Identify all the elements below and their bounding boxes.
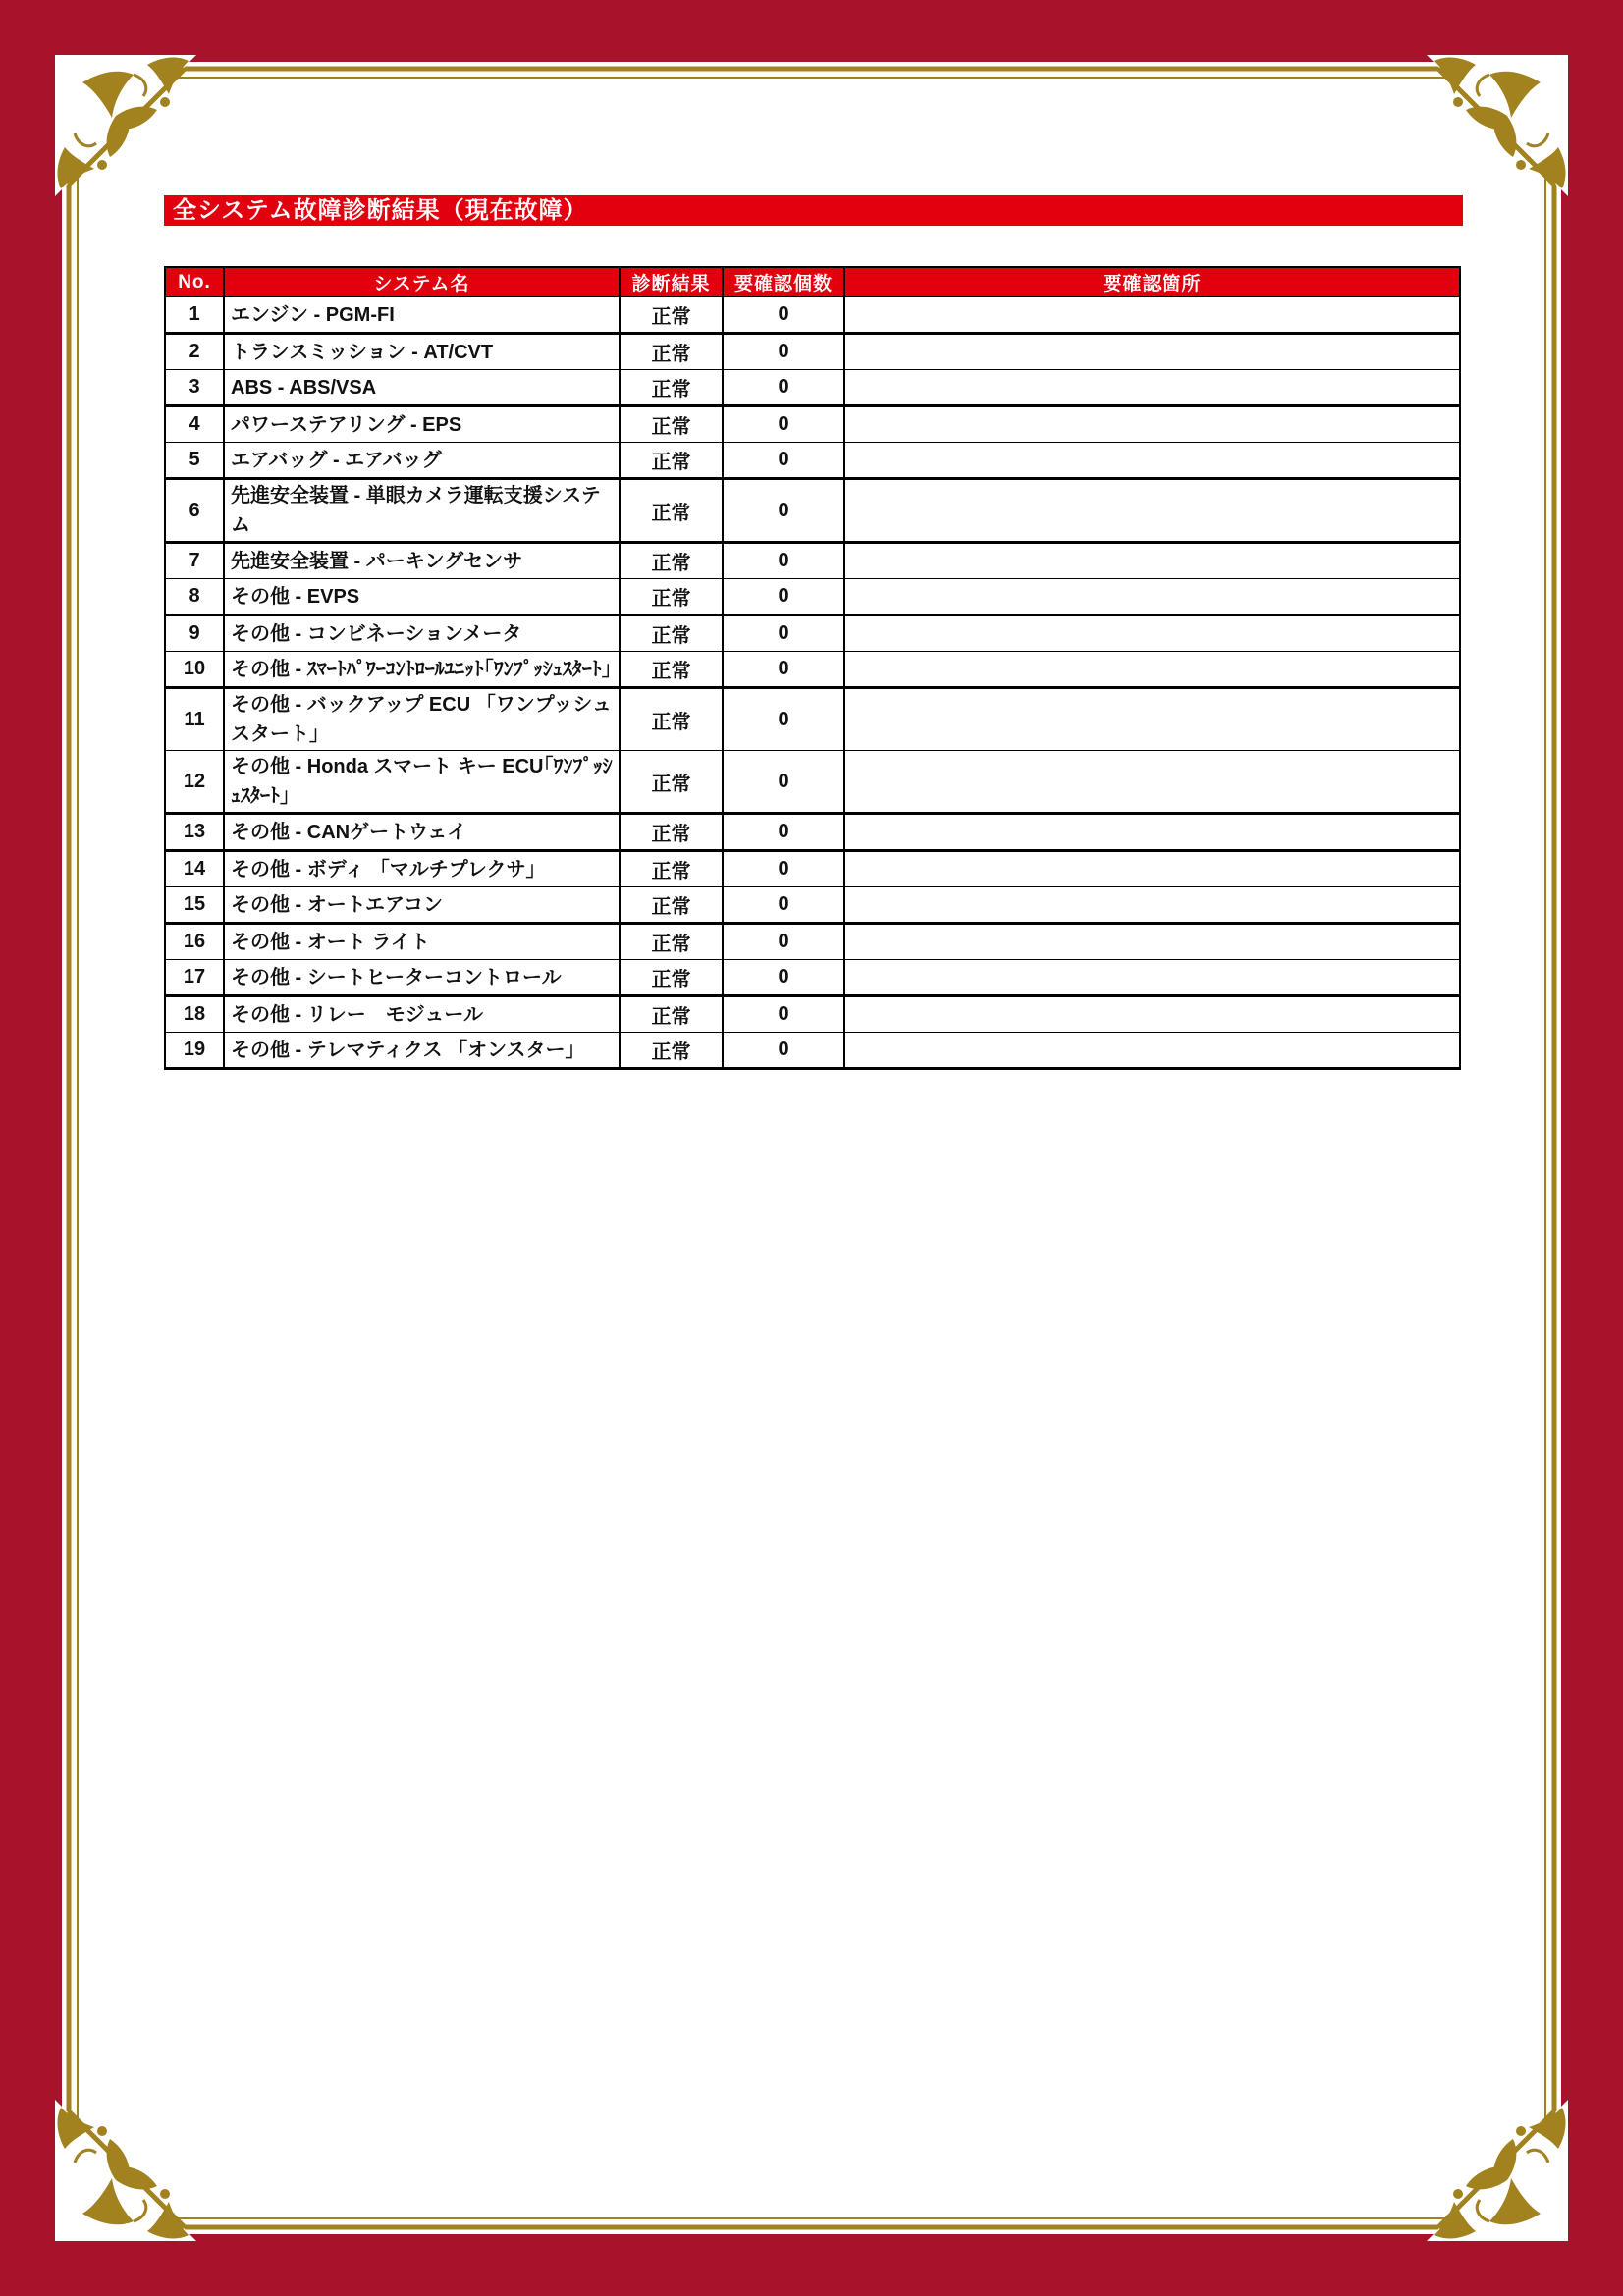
confirm-count: 0 [723, 297, 844, 334]
system-name: 先進安全装置 - パーキングセンサ [224, 543, 620, 579]
system-name: その他 - ボディ 「マルチプレクサ」 [224, 851, 620, 887]
confirm-location [844, 1033, 1460, 1069]
row-number: 8 [165, 579, 224, 615]
table-row [165, 1033, 1460, 1069]
diagnosis-result: 正常 [620, 1033, 723, 1069]
table-row [165, 406, 1460, 443]
system-name: その他 - Honda スマート キー ECU｢ﾜﾝﾌﾟｯｼｭｽﾀｰﾄ｣ [224, 751, 620, 814]
confirm-count: 0 [723, 814, 844, 851]
table-row [165, 543, 1460, 579]
confirm-count: 0 [723, 688, 844, 751]
table-row [165, 924, 1460, 960]
confirm-location [844, 334, 1460, 370]
row-number: 1 [165, 297, 224, 334]
confirm-location [844, 370, 1460, 406]
system-name: その他 - EVPS [224, 579, 620, 615]
confirm-count: 0 [723, 960, 844, 996]
row-number: 14 [165, 851, 224, 887]
confirm-location [844, 924, 1460, 960]
diagnosis-result: 正常 [620, 543, 723, 579]
row-number: 2 [165, 334, 224, 370]
system-name: ABS - ABS/VSA [224, 370, 620, 406]
system-name: 先進安全装置 - 単眼カメラ運転支援システム [224, 479, 620, 543]
table-row [165, 652, 1460, 688]
column-header-system: システム名 [224, 267, 620, 297]
confirm-count: 0 [723, 406, 844, 443]
table-row [165, 334, 1460, 370]
corner-flourish-icon [55, 55, 196, 196]
diagnosis-result: 正常 [620, 652, 723, 688]
confirm-location [844, 543, 1460, 579]
system-name: エンジン - PGM-FI [224, 297, 620, 334]
confirm-location [844, 479, 1460, 543]
confirm-count: 0 [723, 996, 844, 1033]
confirm-location [844, 688, 1460, 751]
column-header-count: 要確認個数 [723, 267, 844, 297]
system-name: その他 - バックアップ ECU 「ワンプッシュスタート」 [224, 688, 620, 751]
confirm-count: 0 [723, 1033, 844, 1069]
diagnosis-result: 正常 [620, 924, 723, 960]
column-header-location: 要確認箇所 [844, 267, 1460, 297]
table-header [165, 267, 1460, 297]
confirm-location [844, 960, 1460, 996]
diagnosis-result: 正常 [620, 814, 723, 851]
row-number: 3 [165, 370, 224, 406]
system-name: パワーステアリング - EPS [224, 406, 620, 443]
confirm-count: 0 [723, 479, 844, 543]
row-number: 5 [165, 443, 224, 479]
table-row [165, 751, 1460, 814]
confirm-location [844, 851, 1460, 887]
table-row [165, 851, 1460, 887]
table-row [165, 370, 1460, 406]
diagnosis-result: 正常 [620, 751, 723, 814]
confirm-count: 0 [723, 652, 844, 688]
confirm-location [844, 297, 1460, 334]
confirm-location [844, 406, 1460, 443]
diagnosis-result: 正常 [620, 406, 723, 443]
row-number: 6 [165, 479, 224, 543]
corner-flourish-icon [1427, 2100, 1568, 2241]
confirm-count: 0 [723, 615, 844, 652]
system-name: その他 - シートヒーターコントロール [224, 960, 620, 996]
page-title: 全システム故障診断結果（現在故障） [164, 195, 1463, 226]
diagnosis-result: 正常 [620, 370, 723, 406]
column-header-result: 診断結果 [620, 267, 723, 297]
diagnosis-result: 正常 [620, 887, 723, 924]
system-name: その他 - オートエアコン [224, 887, 620, 924]
confirm-count: 0 [723, 579, 844, 615]
row-number: 17 [165, 960, 224, 996]
diagnosis-result: 正常 [620, 334, 723, 370]
confirm-location [844, 443, 1460, 479]
confirm-count: 0 [723, 370, 844, 406]
diagnosis-result: 正常 [620, 960, 723, 996]
confirm-count: 0 [723, 443, 844, 479]
system-name: その他 - リレー モジュール [224, 996, 620, 1033]
confirm-count: 0 [723, 887, 844, 924]
row-number: 16 [165, 924, 224, 960]
diagnosis-table [164, 266, 1461, 1070]
confirm-location [844, 887, 1460, 924]
row-number: 7 [165, 543, 224, 579]
table-row [165, 479, 1460, 543]
table-row [165, 814, 1460, 851]
table-body [165, 297, 1460, 1069]
table-row [165, 297, 1460, 334]
row-number: 11 [165, 688, 224, 751]
confirm-count: 0 [723, 334, 844, 370]
corner-flourish-icon [55, 2100, 196, 2241]
system-name: トランスミッション - AT/CVT [224, 334, 620, 370]
confirm-location [844, 652, 1460, 688]
report-content [164, 195, 1463, 1070]
diagnosis-result: 正常 [620, 615, 723, 652]
row-number: 18 [165, 996, 224, 1033]
diagnosis-result: 正常 [620, 479, 723, 543]
diagnosis-result: 正常 [620, 443, 723, 479]
row-number: 13 [165, 814, 224, 851]
diagnosis-result: 正常 [620, 297, 723, 334]
confirm-count: 0 [723, 851, 844, 887]
confirm-location [844, 579, 1460, 615]
system-name: その他 - テレマティクス 「オンスター」 [224, 1033, 620, 1069]
row-number: 12 [165, 751, 224, 814]
table-row [165, 579, 1460, 615]
table-row [165, 996, 1460, 1033]
table-row [165, 887, 1460, 924]
confirm-location [844, 615, 1460, 652]
confirm-location [844, 814, 1460, 851]
confirm-count: 0 [723, 751, 844, 814]
table-row [165, 688, 1460, 751]
system-name: その他 - CANゲートウェイ [224, 814, 620, 851]
row-number: 15 [165, 887, 224, 924]
confirm-count: 0 [723, 543, 844, 579]
column-header-no: No. [165, 267, 224, 297]
row-number: 4 [165, 406, 224, 443]
table-row [165, 960, 1460, 996]
system-name: その他 - ｽﾏｰﾄﾊﾟﾜｰｺﾝﾄﾛｰﾙﾕﾆｯﾄ｢ﾜﾝﾌﾟｯｼｭｽﾀｰﾄ｣ [224, 652, 620, 688]
system-name: その他 - オート ライト [224, 924, 620, 960]
diagnosis-result: 正常 [620, 579, 723, 615]
system-name: エアバッグ - エアバッグ [224, 443, 620, 479]
table-row [165, 615, 1460, 652]
diagnosis-result: 正常 [620, 996, 723, 1033]
confirm-count: 0 [723, 924, 844, 960]
corner-flourish-icon [1427, 55, 1568, 196]
row-number: 19 [165, 1033, 224, 1069]
row-number: 9 [165, 615, 224, 652]
table-row [165, 443, 1460, 479]
row-number: 10 [165, 652, 224, 688]
diagnosis-result: 正常 [620, 851, 723, 887]
diagnosis-result: 正常 [620, 688, 723, 751]
confirm-location [844, 751, 1460, 814]
confirm-location [844, 996, 1460, 1033]
system-name: その他 - コンビネーションメータ [224, 615, 620, 652]
